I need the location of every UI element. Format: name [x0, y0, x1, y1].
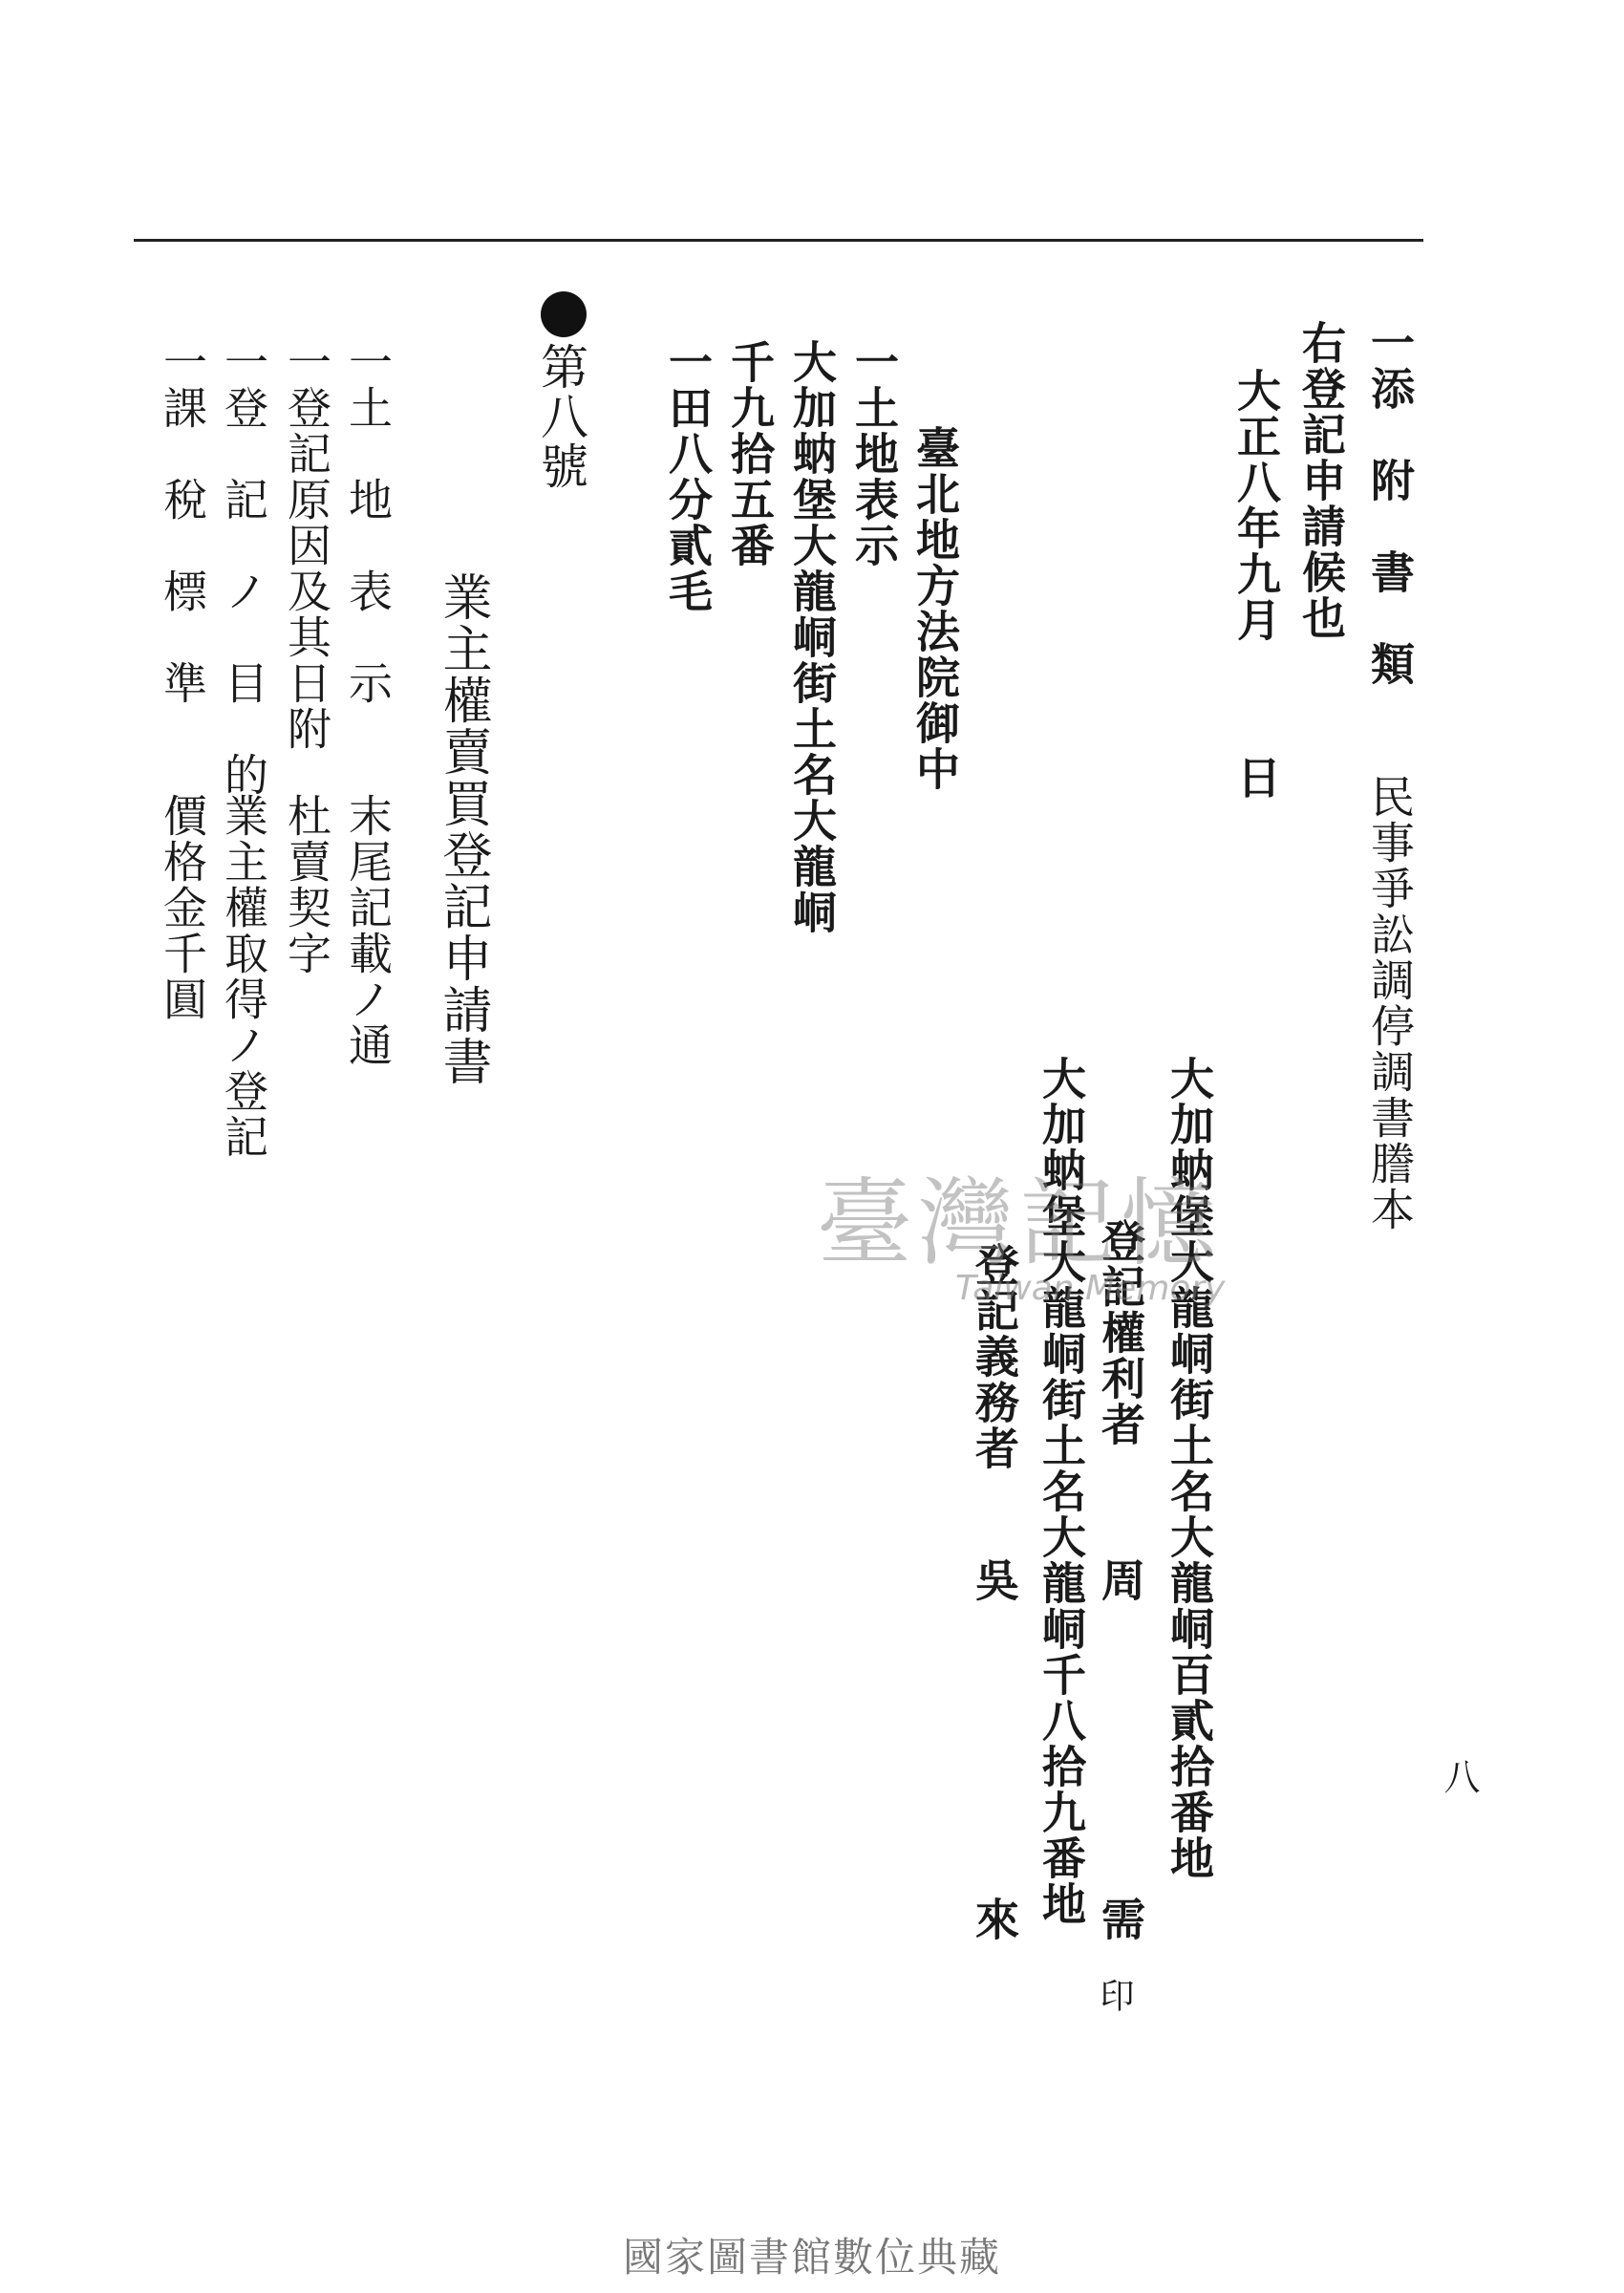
item-land-label: 一土 地 表 示: [342, 339, 394, 706]
rights-holder-label: 登記權利者: [1095, 1218, 1146, 1447]
section-title: 業主權賣買登記申請書: [434, 571, 491, 1087]
obligor-label: 登記義務者: [969, 1242, 1020, 1471]
header-rule: [134, 239, 1423, 242]
item-cause-label: 一登記原因及其日附: [281, 339, 332, 752]
obligor-address: 大加蚋堡大龍峒街土名大龍峒千八拾九番地: [1036, 1056, 1087, 1927]
attachments-value: 民事爭訟調停調書謄本: [1364, 774, 1416, 1232]
rights-holder-name-2: 需: [1095, 1897, 1146, 1942]
page-number: 八: [1438, 1758, 1480, 1794]
land-location: 大加蚋堡大龍峒街土名大龍峒: [786, 339, 838, 935]
date-line: 大正八年九月: [1230, 368, 1282, 643]
closing-line: 右登記申請候也: [1295, 320, 1347, 641]
item-purpose-label: 一登 記 ノ 目 的: [218, 339, 269, 798]
watermark-text: 臺灣記憶: [817, 1168, 1222, 1279]
land-label: 一土地表示: [848, 339, 900, 568]
item-purpose-value: 業主權取得ノ登記: [218, 793, 269, 1160]
item-cause-value: 杜賣契字: [281, 793, 332, 976]
item-land-value: 末尾記載ノ通: [342, 793, 394, 1068]
watermark-subtext: Taiwan Memory: [955, 1269, 1226, 1308]
land-area: 一田八分貳毛: [662, 339, 714, 614]
rights-holder-address: 大加蚋堡大龍峒街土名大龍峒百貳拾番地: [1164, 1056, 1215, 1881]
section-number: 第八號: [533, 342, 588, 491]
date-day: 日: [1230, 755, 1282, 801]
land-lot: 千九拾五番: [724, 339, 776, 568]
court-addressee: 臺北地方法院御中: [909, 425, 961, 792]
rights-holder-name: 周: [1095, 1557, 1146, 1603]
attachments-line: 一添 附 書 類: [1364, 320, 1416, 687]
footer-credit: 國家圖書館數位典藏: [622, 2234, 1001, 2281]
obligor-name: 吳: [969, 1557, 1020, 1603]
obligor-name-2: 來: [969, 1897, 1020, 1942]
item-tax-value: 價格金千圓: [157, 793, 208, 1022]
section-bullet: [541, 291, 587, 337]
seal-mark: 印: [1095, 1978, 1134, 2014]
item-tax-label: 一課 稅 標 準: [157, 339, 208, 706]
